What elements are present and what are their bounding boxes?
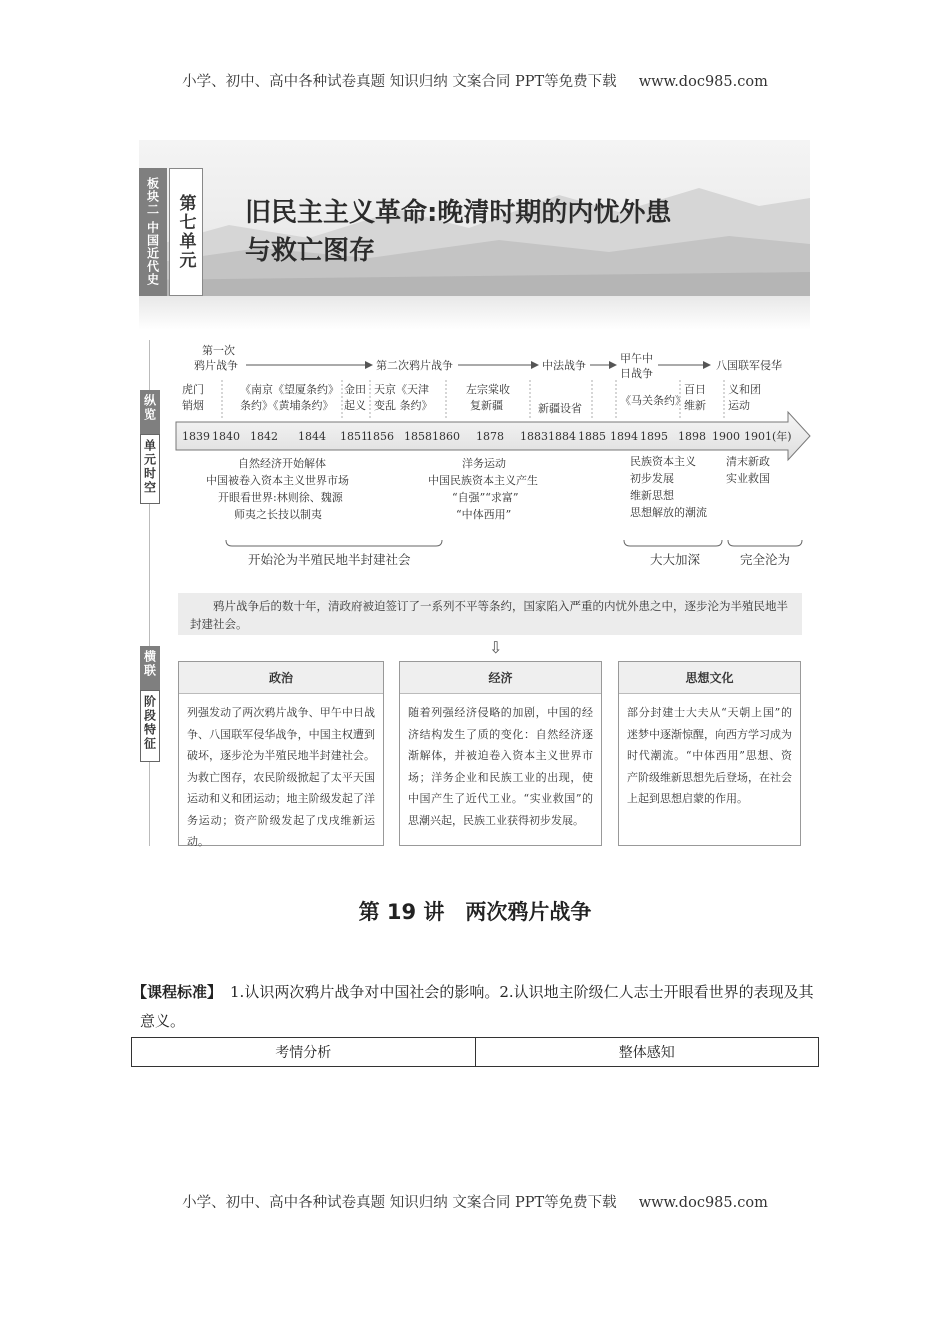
year-label: 1895 — [640, 430, 668, 443]
year-label: 1839 — [182, 430, 210, 443]
event-label: 百日 — [684, 383, 706, 396]
year-label: 1898 — [678, 430, 706, 443]
phase-label: 大大加深 — [650, 552, 701, 567]
banner-shadow — [139, 296, 810, 330]
event-label: 复新疆 — [470, 399, 503, 412]
year-label: 1851 — [340, 430, 368, 443]
year-label: 1856 — [366, 430, 394, 443]
year-label: 1840 — [212, 430, 240, 443]
standard-label: 【课程标准】 — [132, 983, 223, 1001]
standard-text: 1.认识两次鸦片战争对中国社会的影响。2.认识地主阶级仁人志士开眼看世界的表现及其意义。 — [140, 983, 814, 1030]
note-line: “中体西用” — [456, 508, 512, 521]
header-text: 小学、初中、高中各种试卷真题 知识归纳 文案合同 PPT等免费下载 — [182, 74, 617, 90]
war-label: 第二次鸦片战争 — [376, 359, 453, 372]
year-label: 1901 — [744, 430, 772, 443]
time-space-label: 单元时空 — [140, 434, 160, 504]
event-label: 义和团 — [728, 383, 761, 396]
event-label: 金田 — [344, 383, 366, 396]
note-line: 中国民族资本主义产生 — [428, 474, 538, 487]
stage-feature-label: 阶段特征 — [140, 690, 160, 762]
event-label: 变乱 条约》 — [374, 399, 433, 412]
war-label: 鸦片战争 — [194, 359, 238, 372]
note-line: 初步发展 — [630, 472, 674, 485]
phase-label: 完全沦为 — [740, 552, 791, 567]
analysis-table — [131, 1037, 819, 1067]
event-label: 销烟 — [182, 399, 204, 412]
year-label: 1878 — [476, 430, 504, 443]
event-label: 起义 — [344, 399, 366, 412]
below-group-3 — [630, 454, 707, 519]
war-label: 中法战争 — [542, 359, 586, 372]
note-line: 维新思想 — [630, 489, 674, 502]
year-row — [182, 429, 792, 443]
note-line: 清末新政 — [726, 455, 770, 468]
war-label: 甲午中 — [620, 352, 653, 365]
year-label: 1883 — [520, 430, 548, 443]
year-label: 1844 — [298, 430, 326, 443]
page-header — [0, 70, 950, 91]
note-line: 中国被卷入资本主义世界市场 — [206, 474, 349, 487]
note-line: 师夷之长技以制夷 — [234, 508, 322, 521]
phase-label: 开始沦为半殖民地半封建社会 — [248, 552, 411, 567]
side-rule — [149, 340, 150, 390]
year-label: (年) — [772, 430, 792, 443]
war-label: 八国联军侵华 — [716, 359, 782, 372]
note-line: 实业救国 — [726, 472, 770, 485]
unit-title: 旧民主主义革命:晚清时期的内忧外患 与救亡图存 — [245, 198, 672, 266]
table-header-analysis: 考情分析 — [275, 1045, 332, 1061]
note-line: 自然经济开始解体 — [238, 457, 326, 470]
header-url: www.doc985.com — [638, 74, 768, 90]
below-group-1 — [206, 456, 349, 521]
table-header-overview: 整体感知 — [475, 1038, 819, 1066]
link-label: 横联 — [140, 646, 160, 690]
note-line: 民族资本主义 — [630, 455, 696, 468]
year-label: 1885 — [578, 430, 606, 443]
event-label: 天京《天津 — [374, 383, 429, 396]
below-group-4 — [726, 454, 770, 485]
event-label: 运动 — [728, 399, 750, 412]
stage-title: 思想文化 — [619, 662, 800, 694]
event-label: 《马关条约》 — [620, 394, 686, 407]
year-label: 1860 — [432, 430, 460, 443]
note-line: 开眼看世界:林则徐、魏源 — [218, 491, 343, 504]
year-label: 1858 — [404, 430, 432, 443]
stage-title: 经济 — [400, 662, 601, 694]
year-label: 1884 — [548, 430, 576, 443]
summary-box: 鸦片战争后的数十年，清政府被迫签订了一系列不平等条约，国家陷入严重的内忧外患之中，逐步沦为半殖民地半封建社会。 — [178, 593, 802, 635]
year-label: 1894 — [610, 430, 638, 443]
unit-banner — [139, 140, 810, 296]
stage-body: 部分封建士大夫从“天朝上国”的迷梦中逐渐惊醒，向西方学习成为时代潮流。“中体西用”思想、资产阶级维新思想先后登场，在社会上起到思想启蒙的作用。 — [627, 706, 792, 805]
lesson-title: 第 19 讲 两次鸦片战争 — [358, 900, 592, 924]
war-row — [194, 343, 782, 380]
note-line: 洋务运动 — [462, 457, 506, 470]
down-arrow-icon: ⇩ — [489, 638, 503, 657]
stage-body: 随着列强经济侵略的加剧，中国的经济结构发生了质的变化：自然经济逐渐解体，并被迫卷入资本主义世界市场；洋务企业和民族工业的出现，使中国产生了近代工业。“实业救国”的思潮兴起，民族工业获得初步发展。 — [408, 706, 593, 827]
war-label: 第一次 — [202, 344, 235, 357]
event-label: 条约》《黄埔条约》 — [240, 399, 334, 412]
event-label: 虎门 — [182, 383, 204, 396]
war-label: 日战争 — [620, 367, 653, 380]
stage-economy — [399, 661, 602, 846]
unit-label: 第七单元 — [169, 168, 203, 296]
unit-timeline — [160, 340, 815, 580]
event-label: 维新 — [684, 399, 706, 412]
event-label: 新疆设省 — [538, 402, 582, 415]
overview-label: 纵览 — [140, 390, 160, 434]
stage-culture — [618, 661, 801, 846]
note-line: 思想解放的潮流 — [630, 506, 707, 519]
year-label: 1842 — [250, 430, 278, 443]
side-rule — [149, 762, 150, 846]
note-line: “自强”“求富” — [452, 491, 519, 504]
year-label: 1900 — [712, 430, 740, 443]
page-footer — [0, 1191, 950, 1212]
below-group-2 — [428, 456, 538, 521]
board-label: 板块二 中国近代史 — [139, 168, 167, 296]
stage-body: 列强发动了两次鸦片战争、甲午中日战争、八国联军侵华战争，中国主权遭到破坏，逐步沦为半殖民地半封建社会。为救亡图存，农民阶级掀起了太平天国运动和义和团运动；地主阶级发起了洋务运动；资产阶级发起了戊戌维新运动。 — [187, 706, 375, 848]
footer-url: www.doc985.com — [638, 1195, 768, 1211]
course-standard — [132, 978, 820, 1036]
stage-politics — [178, 661, 384, 846]
event-label: 左宗棠收 — [466, 383, 510, 396]
side-rule — [149, 504, 150, 646]
footer-text: 小学、初中、高中各种试卷真题 知识归纳 文案合同 PPT等免费下载 — [182, 1195, 617, 1211]
event-label: 《南京《望厦条约》 — [240, 383, 339, 396]
phase-brackets — [226, 540, 802, 546]
event-row — [182, 380, 761, 420]
stage-title: 政治 — [179, 662, 383, 694]
